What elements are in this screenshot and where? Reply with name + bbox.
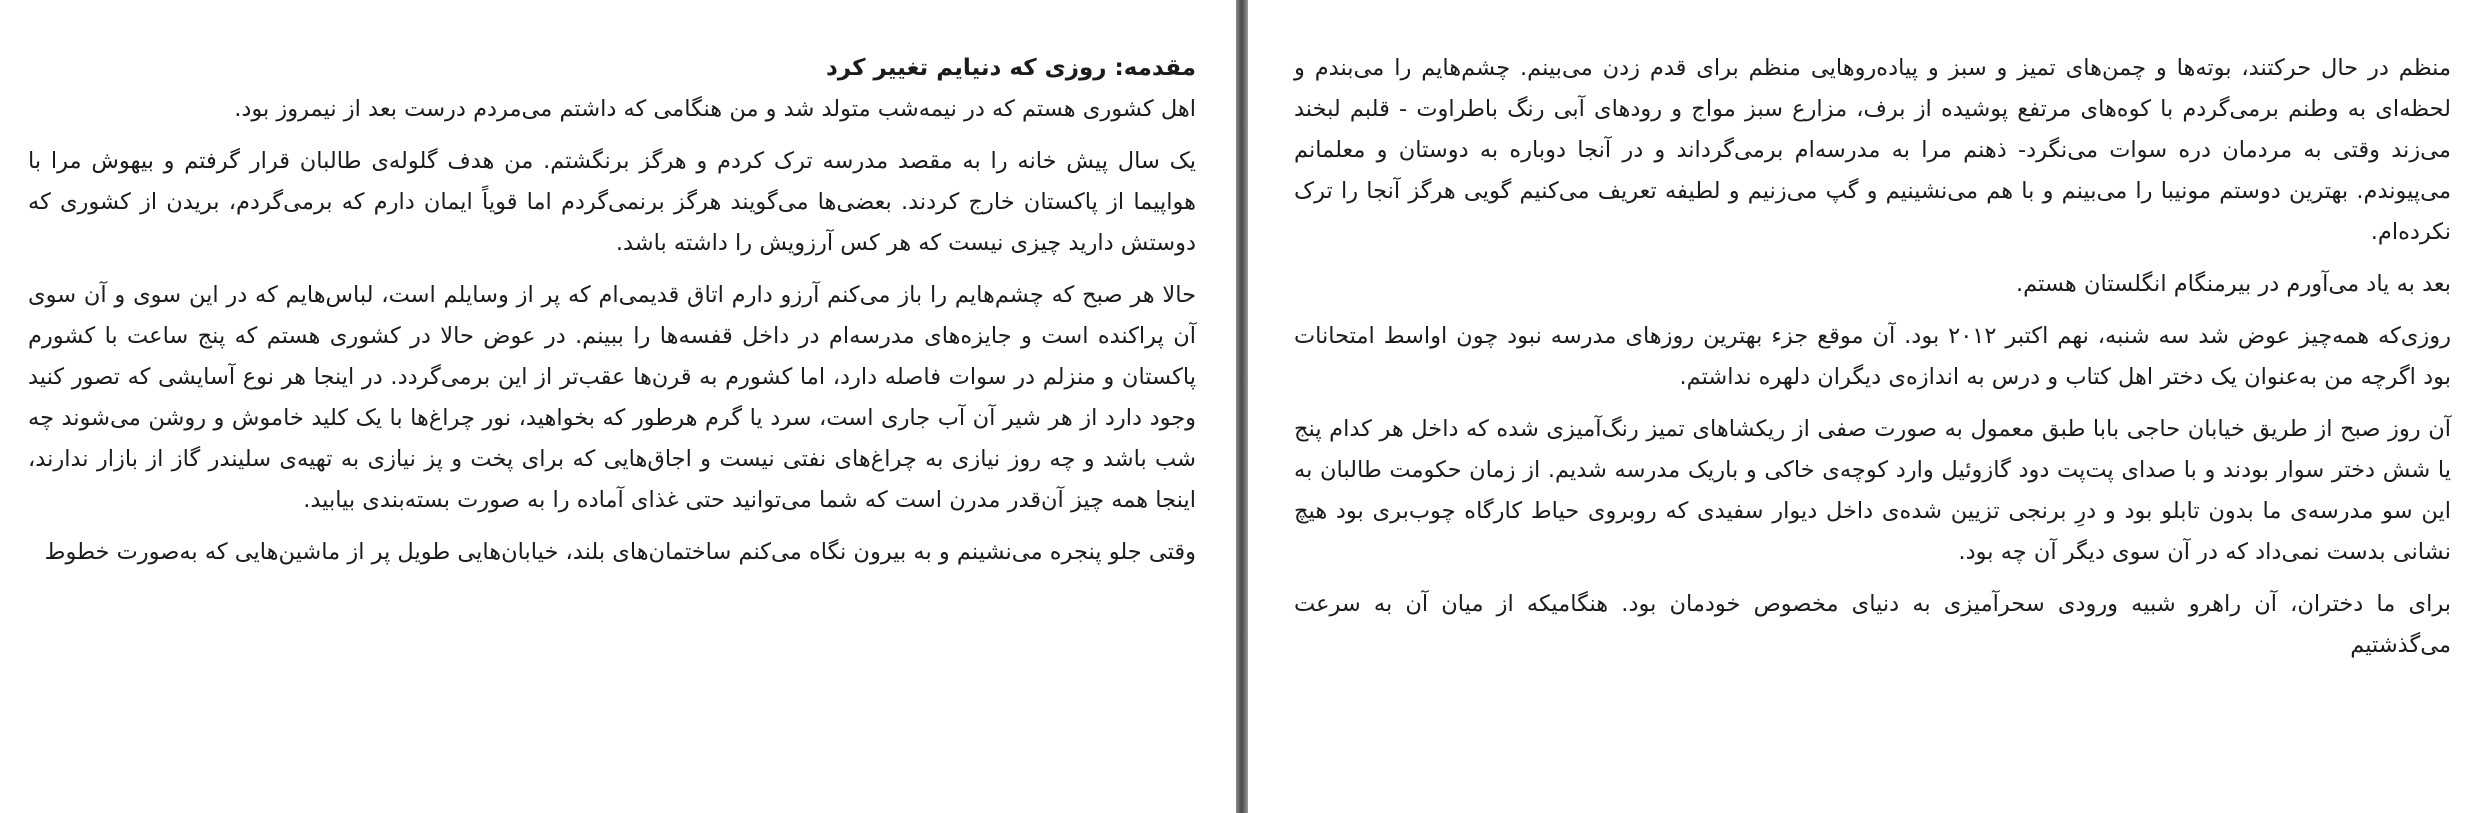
paragraph: حالا هر صبح که چشم‌هایم را باز می‌کنم آرزو دارم اتاق قدیمی‌ام که پر از وسایلم است، لباس‌هایم که در این سوی و آن سوی آن پراکنده است و جایزه‌های مدرسه‌ام در داخل قفسه‌ها را ببینم. در عوض حالا در کشوری هستم که پنج ساعت با کشورم پاکستان و منزلم در سوات فاصله دارد، اما کشورم به قرن‌ها عقب‌تر از این برمی‌گردد. در اینجا هر نوع آسایشی که تصور کنید وجود دارد از هر شیر آن آب جاری است، سرد یا گرم هرطور که بخواهید، نور چراغ‌ها با یک کلید خاموش و روشن می‌شوند چه شب باشد و چه روز نیازی به چراغ‌های نفتی نیست و اجاق‌هایی که برای پخت و پز نیازی به تهیه‌ی سلیندر گاز از بازار ندارند، اینجا همه چیز آن‌قدر مدرن است که شما می‌توانید حتی غذای آماده را به صورت بسته‌بندی بیابید. bbox=[28, 282, 1196, 513]
paragraph: روزی‌که همه‌چیز عوض شد سه شنبه، نهم اکتبر ۲۰۱۲ بود. آن موقع جزء بهترین روزهای مدرسه نبود چون اواسط امتحانات بود اگرچه من به‌عنوان یک دختر اهل کتاب و درس به اندازه‌ی دیگران دلهره نداشتم. bbox=[1294, 323, 2452, 390]
paragraph: منظم در حال حرکتند، بوته‌ها و چمن‌های تمیز و سبز و پیاده‌روهایی منظم برای قدم زدن می‌بینم. چشم‌هایم را می‌بندم و لحظه‌ای به وطنم برمی‌گردم با کوه‌های مرتفع پوشیده از برف، مزارع سبز مواج و رودهای آبی رنگ باطراوت - قلبم لبخند می‌زند وقتی به مردمان دره سوات می‌نگرد- ذهنم مرا به مدرسه‌ام برمی‌گرداند و در آنجا دوباره به دوستان و معلمانم می‌پیوندم. بهترین دوستم مونیبا را می‌بینم و با هم می‌نشینیم و گپ می‌زنیم و لطیفه تعریف می‌کنیم گویی هرگز آنجا را ترک نکرده‌ام. bbox=[1294, 55, 2451, 245]
paragraph: یک سال پیش خانه را به مقصد مدرسه ترک کردم و هرگز برنگشتم. من هدف گلوله‌ی طالبان قرار گرفتم و بیهوش مرا با هواپیما از پاکستان خارج کردند. بعضی‌ها می‌گویند هرگز برنمی‌گردم اما قویاً ایمان دارم که برمی‌گردم، بریدن از کشوری که دوستش دارید چیزی نیست که هر کس آرزویش را داشته باشد. bbox=[28, 148, 1196, 256]
left-page bbox=[0, 0, 1236, 813]
right-page bbox=[1248, 0, 2485, 813]
paragraph: برای ما دختران، آن راهرو شبیه ورودی سحرآمیزی به دنیای مخصوص خودمان بود. هنگامیکه از میان آن به سرعت می‌گذشتیم bbox=[1294, 591, 2451, 658]
paragraph: بعد به یاد می‌آورم در بیرمنگام انگلستان هستم. bbox=[2015, 271, 2451, 297]
chapter-heading: مقدمه: روزی که دنیایم تغییر کرد bbox=[825, 55, 1196, 81]
paragraph: آن روز صبح از طریق خیابان حاجی بابا طبق معمول به صورت صفی از ریکشاهای تمیز رنگ‌آمیزی شده که داخل هر کدام پنج یا شش دختر سوار بودند و با صدای پت‌پت دود گازوئیل وارد کوچه‌ی خاکی و باریک مدرسه شدیم. از زمان حکومت طالبان به این سو مدرسه‌ی ما بدون تابلو بود و درِ برنجی تزیین شده‌ی داخل دیوار سفیدی که روبروی حیاط کارگاه چوب‌بری بود هیچ نشانی بدست نمی‌داد که در آن سوی دیگر آن چه بود. bbox=[1294, 416, 2451, 565]
book-gutter bbox=[1236, 0, 1248, 813]
paragraph: اهل کشوری هستم که در نیمه‌شب متولد شد و من هنگامی که داشتم می‌مردم درست بعد از نیمروز بود. bbox=[234, 96, 1196, 122]
paragraph: وقتی جلو پنجره می‌نشینم و به بیرون نگاه می‌کنم ساختمان‌های بلند، خیابان‌هایی طویل پر از ماشین‌هایی که به‌صورت خطوط bbox=[44, 539, 1196, 565]
